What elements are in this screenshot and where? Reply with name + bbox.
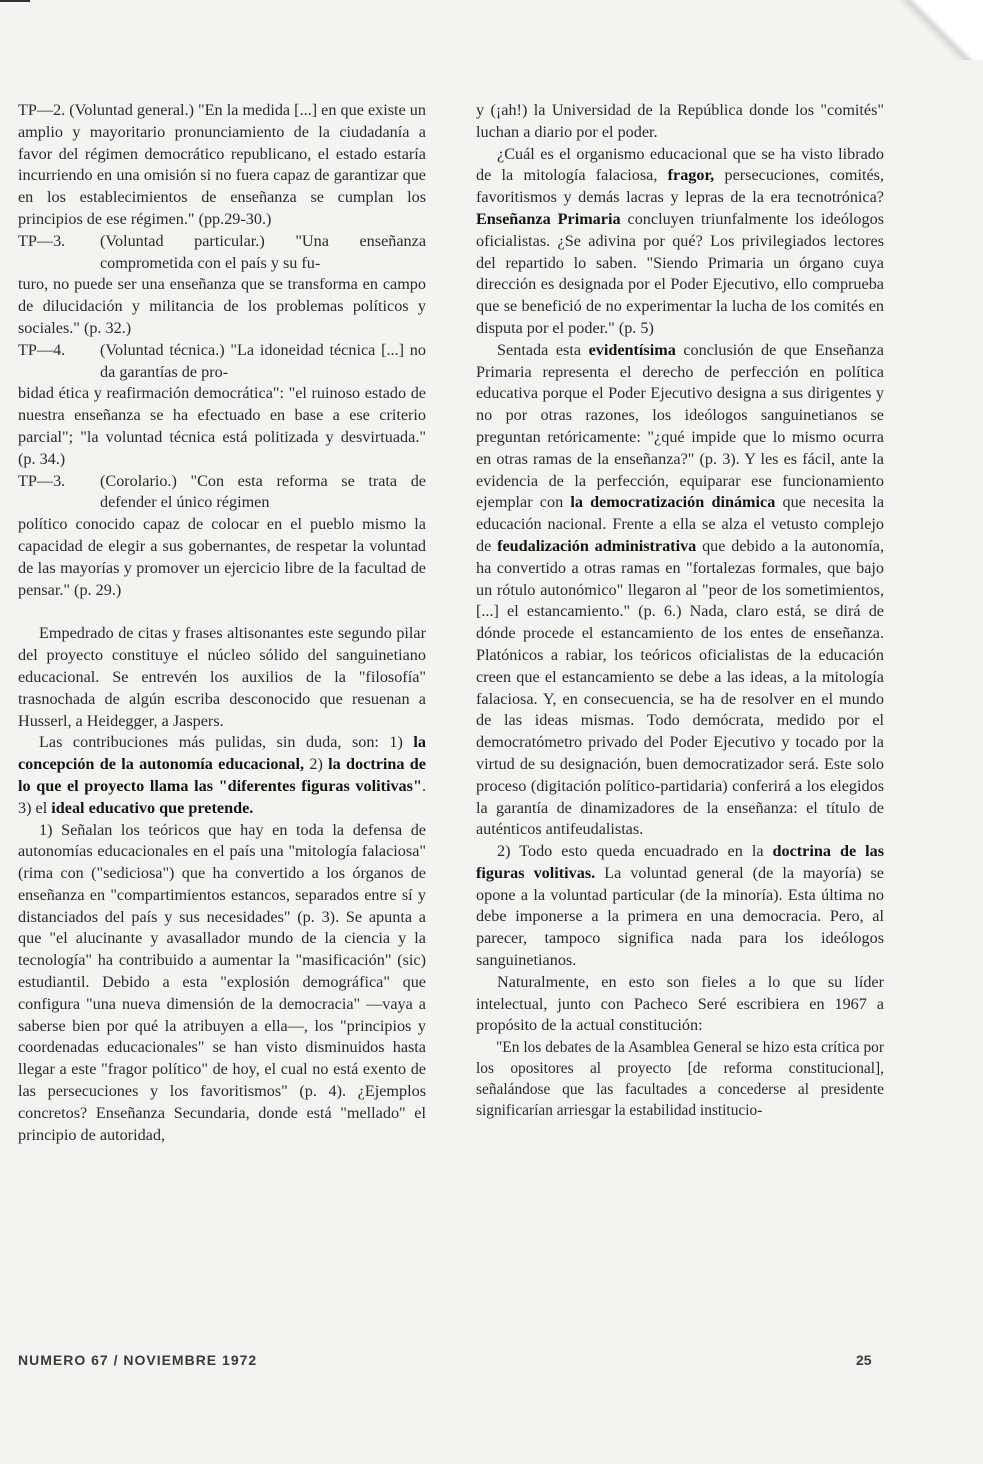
- paragraph-empedrado: Empedrado de citas y frases altisonantes este segundo pilar del proyecto constituye el núcleo sólido del sanguinetiano educacional. Se entrevén los auxilios de la "filosofía" trasnochada de algún escriba desconocido que resuenan a Husserl, a Heidegger, a Jaspers.: [18, 624, 426, 730]
- text-run: Sentada esta: [497, 340, 589, 359]
- text-run: Las contribuciones más pulidas, sin duda, son: 1): [39, 733, 414, 752]
- paragraph-sentada: [476, 340, 884, 841]
- tp3-item: [18, 231, 426, 275]
- page-edge-mark: [0, 0, 30, 2]
- block-quote-asamblea: "En los debates de la Asamblea General se hizo esta crítica por los opositores al proyecto [de reforma constitucional], señalándose que las facultades a concederse al presidente significarían arriesgar la estabilidad institucio-: [476, 1039, 884, 1120]
- bold-phrase: evidentísima: [588, 340, 676, 359]
- text-run: ¿Cuál es el organismo educacional que se ha visto librado de la mitología falaciosa,: [476, 144, 884, 185]
- text-run: que necesita la educación nacional. Frente a ella se alza el vetusto complejo de: [476, 493, 885, 555]
- paragraph-contribuciones: [18, 732, 426, 819]
- page-number: 25: [856, 1352, 872, 1368]
- section-gap: [18, 601, 426, 623]
- bold-phrase: feudalización administrativa: [497, 536, 697, 555]
- text-run: 2) Todo esto queda encuadrado en la: [497, 842, 773, 861]
- text-run: concluyen triunfalmente los ideólogos oficialistas. ¿Se adivina por qué? Los privilegiados lectores del repartido lo saben. "Siendo Primaria un órgano cuya dirección es designada por el Poder Ejecutivo, ello comprueba que se benefició de no experimentar la lucha de los comités en disputa por el poder." (p. 5): [476, 209, 884, 337]
- tp4-continuation: bidad ética y reafirmación democrática": "el ruinoso estado de nuestra enseñanza se ha efectuado en base a ese criterio parcial"; "la voluntad técnica está politizada y desvirtuada." (p. 34.): [18, 384, 426, 468]
- tp3-label: TP—3.: [18, 231, 66, 250]
- paragraph-figuras-volitivas: [476, 841, 884, 972]
- bold-phrase: doctrina de las figuras volitivas.: [476, 842, 885, 882]
- tp2-quote: TP—2. (Voluntad general.) "En la medida [...] en que existe un amplio y mayoritario pronunciamiento de la ciudadanía a favor del régimen democrático republicano, el estado estaría incurriendo en una omisión si no fuera capaz de garantizar que en los establecimientos de enseñanza se cumplan los principios de ese régimen." (pp.29-30.): [18, 101, 426, 228]
- tp4-item: [18, 340, 426, 384]
- tp3-continuation: turo, no puede ser una enseñanza que se transforma en campo de dilucidación y militancia de los problemas políticos y sociales." (p. 32.): [18, 275, 426, 337]
- folded-corner: [893, 0, 983, 60]
- issue-footer: NUMERO 67 / NOVIEMBRE 1972: [18, 1352, 258, 1368]
- tp5-first-line: (Corolario.) "Con esta reforma se trata de defender el único régimen: [100, 471, 426, 512]
- text-run: persecuciones, comités, favoritismos y demás lacras y lepras de la era tecnotrónica?: [476, 166, 884, 207]
- paragraph-organismo: [476, 144, 884, 340]
- text-run: conclusión de que Enseñanza Primaria representa el derecho de perfección en política educativa porque el Poder Ejecutivo designa a sus dirigentes y no por otras razones, los ideólogos sanguinetianos se preguntan retóricamente: "¿qué impide que lo mismo ocurra en otras ramas de la enseñanza?" (p. 3). Y les es fácil, ante la evidencia de la perfección, equiparar ese funcionamiento ejemplar con: [476, 340, 884, 512]
- right-column: [476, 100, 884, 1121]
- paragraph-naturalmente: Naturalmente, en esto son fieles a lo que su líder intelectual, junto con Pacheco Seré escribiera en 1967 a propósito de la actual constitución:: [476, 972, 884, 1035]
- tp4-first-line: (Voluntad técnica.) "La idoneidad técnica [...] no da garantías de pro-: [100, 340, 426, 381]
- bold-phrase: ideal educativo que pretende.: [51, 798, 254, 817]
- bold-phrase: Enseñanza Primaria: [476, 209, 621, 228]
- bold-phrase: la doctrina de lo que el proyecto llama las "diferentes figuras volitivas": [18, 755, 426, 795]
- tp5-label: TP—3.: [18, 471, 66, 490]
- text-run: . 3) el: [18, 776, 426, 817]
- tp5-item: [18, 471, 426, 515]
- bold-phrase: fragor,: [667, 166, 715, 185]
- text-run: 2): [304, 755, 329, 774]
- text-run: La voluntad general (de la mayoría) se opone a la voluntad particular (de la minoría). Esta última no debe imponerse a la primera en una democracia. Pero, al parecer, tampoco significa nada para los ideólogos sanguinetianos.: [476, 863, 884, 970]
- text-run: que debido a la autonomía, ha convertido a otras ramas en "fortalezas formales, que bajo un rótulo autonómico" llegaron al "peor de los sometimientos, [...] el estancamiento." (p. 6.) Nada, claro está, se dirá de dónde procede el estancamiento de los entes de enseñanza. Platónicos a rabiar, los teóricos oficialistas de la educación creen que el estancamiento se debe a las ideas, a la mitología falaciosa. Y, en consecuencia, se ha de resolver en el mundo de las ideas mismas. Todo demócrata, medido por el democratómetro privado del Poder Ejecutivo y tocado por la virtud de su designación, buen democratizador será. Este solo proceso (digitación político-partidaria) conferirá a los elegidos la garantía de dinamizadores de la enseñanza: el título de auténticos antifeudalistas.: [476, 536, 884, 839]
- bold-phrase: la concepción de la autonomía educacional,: [18, 733, 426, 774]
- tp3-first-line: (Voluntad particular.) "Una enseñanza comprometida con el país y su fu-: [100, 231, 426, 272]
- tp4-label: TP—4.: [18, 340, 66, 359]
- left-column: [18, 100, 426, 1146]
- tp5-continuation: político conocido capaz de colocar en el pueblo mismo la capacidad de elegir a sus gobernantes, de respetar la voluntad de las mayorías y promover un ejercicio libre de la facultad de pensar." (p. 29.): [18, 515, 426, 599]
- paragraph-universidad: y (¡ah!) la Universidad de la República donde los "comités" luchan a diario por el poder.: [476, 101, 884, 141]
- paragraph-autonomias: 1) Señalan los teóricos que hay en toda la defensa de autonomías educacionales en el país una "mitología falaciosa" (rima con ("sediciosa") que ha convertido a los órganos de enseñanza en "compartimientos estancos, separados entre sí y distanciados del país y sus necesidades" (p. 3). Se apunta a que "el alucinante y avasallador mundo de la ciencia y la tecnología" ha contribuido a aumentar la "masificación" (sic) estudiantil. Debido a esta "explosión demográfica" que configura "una nueva dimensión de la democracia" —vaya a saberse bien por qué la atribuyen a ella—, los "principios y coordenadas educacionales" se han visto disminuidos hasta llegar a este "fragor político" de hoy, el cual no está exento de las persecuciones y los favoritismos" (p. 4). ¿Ejemplos concretos? Enseñanza Secundaria, donde está "mellado" el principio de autoridad,: [18, 820, 426, 1144]
- bold-phrase: la democratización dinámica: [570, 493, 776, 512]
